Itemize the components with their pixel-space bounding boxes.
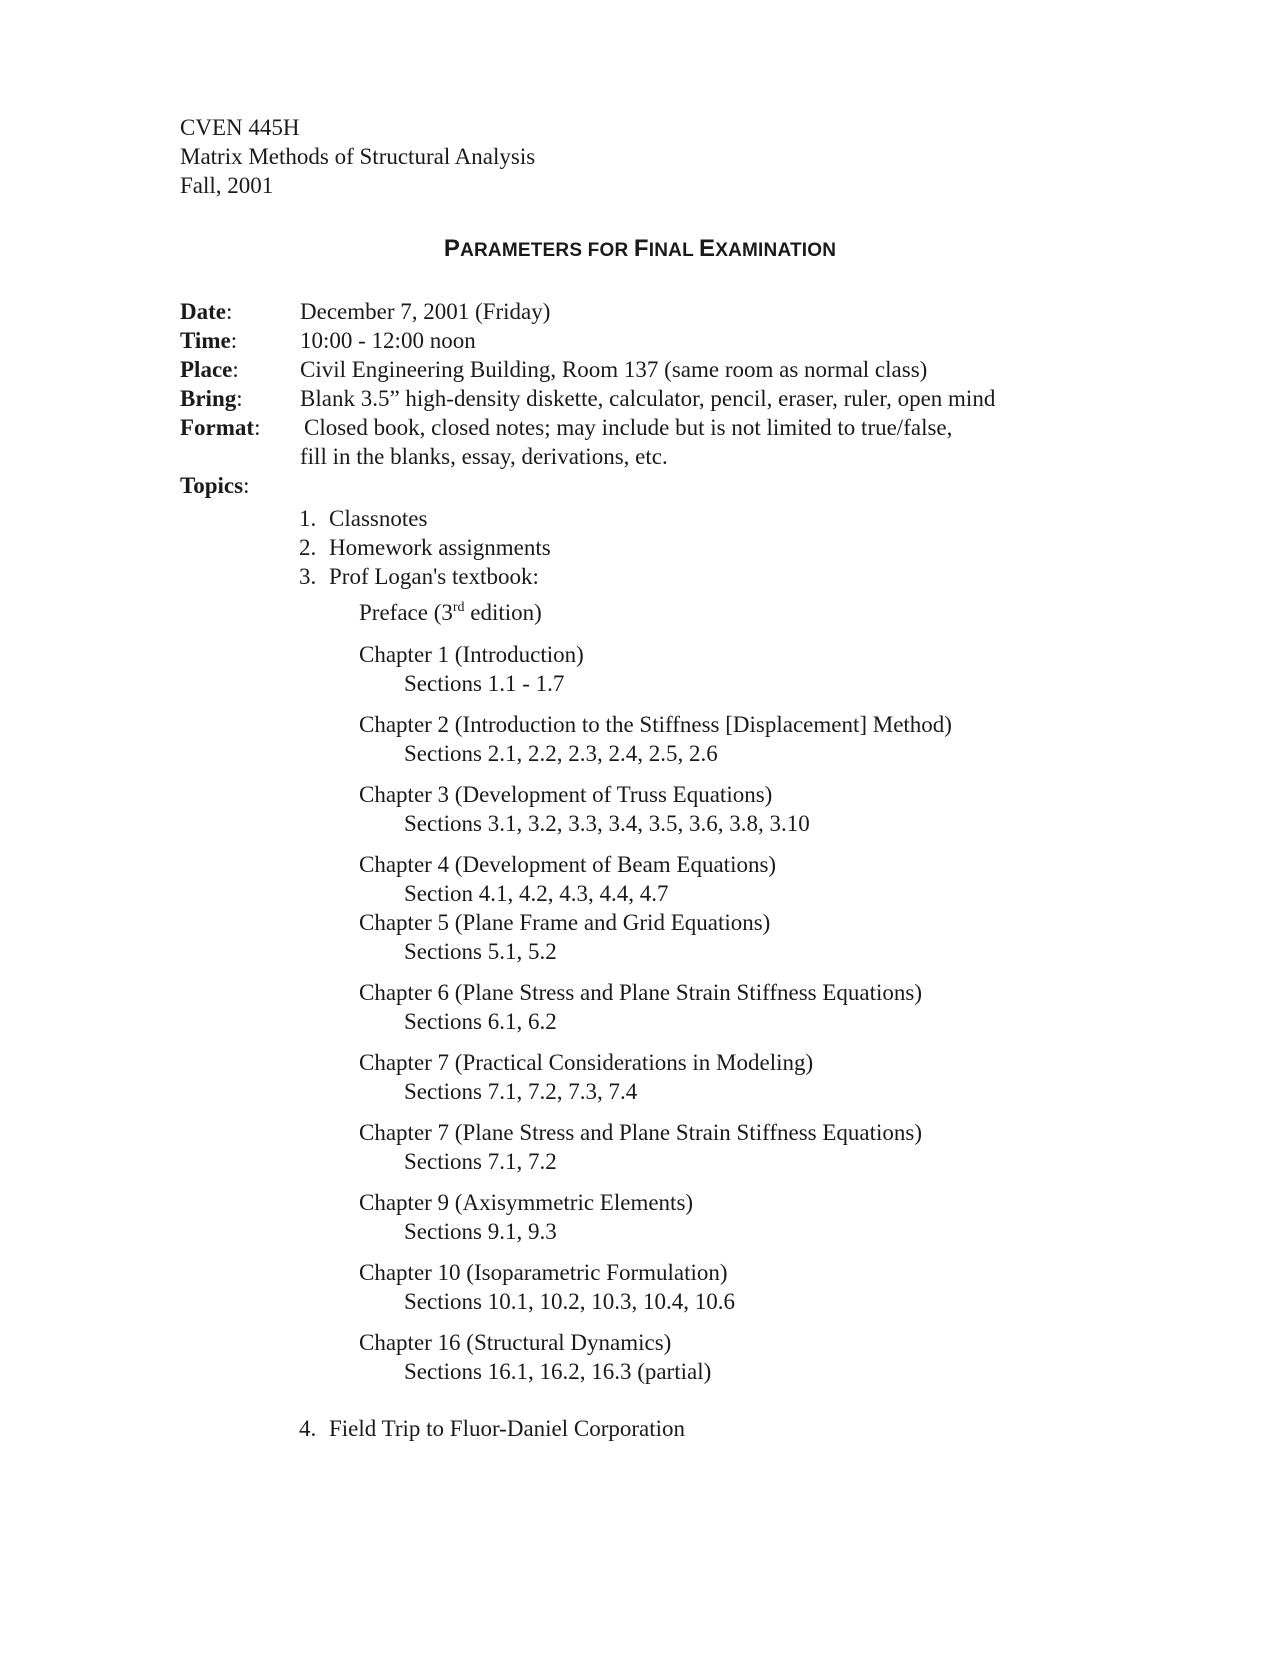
- chapter-sections: Sections 2.1, 2.2, 2.3, 2.4, 2.5, 2.6: [404, 741, 718, 766]
- bring-value: Blank 3.5” high-density diskette, calculator, pencil, eraser, ruler, open mind: [300, 386, 996, 411]
- chapter-item: [359, 780, 1219, 838]
- list-item: 1. Classnotes: [299, 506, 428, 531]
- chapter-sections: Section 4.1, 4.2, 4.3, 4.4, 4.7: [404, 881, 669, 906]
- course-name: Matrix Methods of Structural Analysis: [180, 144, 536, 169]
- detail-bring: Bring: Blank 3.5” high-density diskette, calculator, pencil, eraser, ruler, open mind: [180, 386, 996, 411]
- bring-label: Bring: [180, 386, 237, 411]
- detail-place: Place: Civil Engineering Building, Room 137 (same room as normal class): [180, 357, 928, 382]
- chapter-sections: Sections 7.1, 7.2: [404, 1149, 557, 1174]
- title-cap-e: E: [699, 235, 716, 262]
- chapter-title: Chapter 10 (Isoparametric Formulation): [359, 1260, 728, 1285]
- preface-entry: Preface (3rd edition): [359, 600, 542, 625]
- chapter-title: Chapter 2 (Introduction to the Stiffness [Displacement] Method): [359, 712, 952, 737]
- list-item-field-trip: 4. Field Trip to Fluor-Daniel Corporation: [299, 1416, 686, 1441]
- chapter-item: [359, 908, 1219, 966]
- title-rest-f: INAL: [648, 240, 700, 261]
- chapter-title: Chapter 4 (Development of Beam Equations): [359, 852, 777, 877]
- chapter-item: [359, 1188, 1219, 1246]
- exam-details: [180, 297, 1180, 500]
- topics-list: [299, 504, 1199, 591]
- course-code: CVEN 445H: [180, 115, 300, 140]
- chapter-title: Chapter 5 (Plane Frame and Grid Equations): [359, 910, 771, 935]
- chapter-title: Chapter 16 (Structural Dynamics): [359, 1330, 672, 1355]
- time-value: 10:00 - 12:00 noon: [300, 328, 476, 353]
- topics-label: Topics: [180, 473, 244, 498]
- chapter-item: [359, 1328, 1219, 1386]
- chapter-title: Chapter 7 (Practical Considerations in Modeling): [359, 1050, 814, 1075]
- chapter-sections: Sections 7.1, 7.2, 7.3, 7.4: [404, 1079, 638, 1104]
- title-cap-p: P: [443, 235, 461, 262]
- format-value-line2: fill in the blanks, essay, derivations, etc.: [300, 444, 668, 469]
- chapter-sections: Sections 1.1 - 1.7: [404, 671, 565, 696]
- document-title: [0, 235, 1280, 263]
- chapter-title: Chapter 9 (Axisymmetric Elements): [359, 1190, 694, 1215]
- detail-format: Format: Closed book, closed notes; may include but is not limited to true/false, fill in the blanks, essay, derivations, etc.: [180, 415, 953, 469]
- chapter-title: Chapter 1 (Introduction): [359, 642, 584, 667]
- chapter-sections: Sections 10.1, 10.2, 10.3, 10.4, 10.6: [404, 1289, 735, 1314]
- date-value: December 7, 2001 (Friday): [300, 299, 551, 324]
- title-rest-e: XAMINATION: [715, 240, 837, 261]
- chapter-item: [359, 850, 1219, 908]
- chapter-sections: Sections 5.1, 5.2: [404, 939, 557, 964]
- chapter-item: [359, 710, 1219, 768]
- course-term: Fall, 2001: [180, 173, 274, 198]
- date-label: Date: [180, 299, 226, 324]
- chapter-sections: Sections 6.1, 6.2: [404, 1009, 557, 1034]
- chapter-title: Chapter 6 (Plane Stress and Plane Strain Stiffness Equations): [359, 980, 922, 1005]
- time-label: Time: [180, 328, 231, 353]
- course-header: [180, 113, 535, 200]
- list-item: 2. Homework assignments: [299, 535, 551, 560]
- format-value-line1: Closed book, closed notes; may include but is not limited to true/false,: [304, 415, 953, 440]
- detail-time: Time: 10:00 - 12:00 noon: [180, 328, 476, 353]
- list-item: 3. Prof Logan's textbook:: [299, 564, 539, 589]
- detail-topics: Topics:: [180, 473, 250, 498]
- detail-date: Date: December 7, 2001 (Friday): [180, 299, 551, 324]
- chapter-item: [359, 640, 1219, 698]
- title-cap-f: F: [633, 235, 649, 262]
- chapter-sections: Sections 16.1, 16.2, 16.3 (partial): [404, 1359, 712, 1384]
- chapter-list: [359, 640, 1219, 1386]
- chapter-sections: Sections 9.1, 9.3: [404, 1219, 557, 1244]
- chapter-item: [359, 1118, 1219, 1176]
- place-label: Place: [180, 357, 233, 382]
- chapter-item: [359, 1048, 1219, 1106]
- chapter-title: Chapter 7 (Plane Stress and Plane Strain Stiffness Equations): [359, 1120, 922, 1145]
- chapter-item: [359, 1258, 1219, 1316]
- chapter-sections: Sections 3.1, 3.2, 3.3, 3.4, 3.5, 3.6, 3.8, 3.10: [404, 811, 810, 836]
- place-value: Civil Engineering Building, Room 137 (same room as normal class): [300, 357, 928, 382]
- format-label: Format: [180, 415, 255, 440]
- title-rest-p: ARAMETERS FOR: [460, 240, 634, 261]
- chapter-title: Chapter 3 (Development of Truss Equations): [359, 782, 773, 807]
- chapter-item: [359, 978, 1219, 1036]
